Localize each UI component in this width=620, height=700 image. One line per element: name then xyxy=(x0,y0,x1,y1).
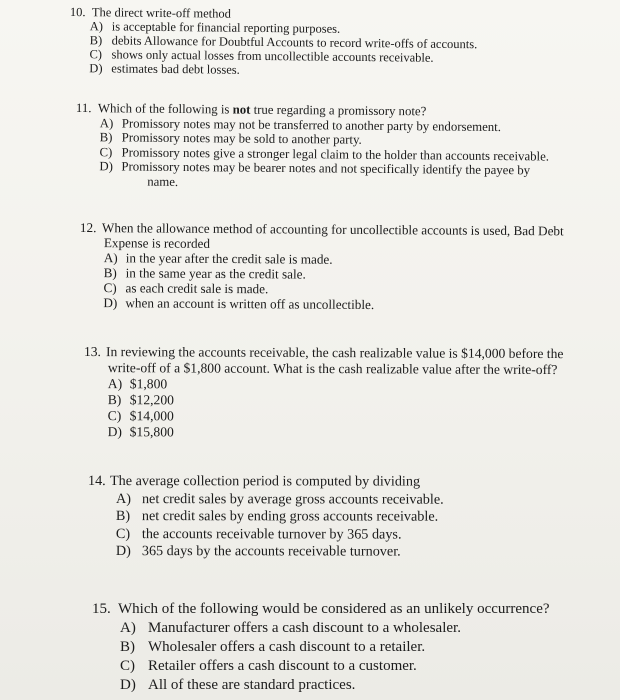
question-text-part: Which of the following is xyxy=(97,101,233,117)
option-letter: C) xyxy=(120,658,135,674)
option-text: $14,000 xyxy=(129,408,174,424)
question-stem xyxy=(88,474,444,492)
option-b xyxy=(120,640,550,659)
option-text: $1,800 xyxy=(129,376,168,392)
option-letter: D) xyxy=(99,159,113,174)
option-text: estimates bad debt losses. xyxy=(111,61,240,77)
option-text: when an account is written off as uncollectible. xyxy=(125,295,375,313)
option-letter: D) xyxy=(103,295,118,311)
option-text: debits Allowance for Doubtful Accounts to record write-offs of accounts. xyxy=(111,33,478,52)
option-text: All of these are standard practices. xyxy=(148,677,356,693)
option-a xyxy=(120,621,550,640)
option-c xyxy=(120,659,550,678)
question-14 xyxy=(88,474,444,562)
option-a xyxy=(108,377,564,395)
option-text: the accounts receivable turnover by 365 days. xyxy=(141,525,402,543)
question-text: The direct write-off method xyxy=(91,5,231,21)
answer-options xyxy=(92,621,550,697)
option-letter: B) xyxy=(115,508,131,525)
option-letter: A) xyxy=(103,250,118,266)
option-d xyxy=(120,678,550,697)
option-d xyxy=(108,425,564,443)
option-text: Promissory notes may be sold to another party. xyxy=(121,130,362,147)
option-c xyxy=(108,409,564,427)
question-number: 15. xyxy=(92,601,111,617)
option-a xyxy=(116,492,444,510)
option-letter: D) xyxy=(115,543,131,560)
answer-options xyxy=(75,116,549,193)
option-text: in the same year as the credit sale. xyxy=(125,265,306,282)
option-letter: B) xyxy=(99,130,113,145)
option-text: 365 days by the accounts receivable turnover. xyxy=(141,543,401,560)
question-12 xyxy=(79,221,563,314)
question-text: When the allowance method of accounting for uncollectible accounts is used, Bad Debt xyxy=(101,220,564,239)
question-number: 13. xyxy=(83,344,102,360)
answer-options xyxy=(84,377,564,443)
option-text: $15,800 xyxy=(129,424,174,440)
option-letter: B) xyxy=(103,265,117,281)
option-letter: A) xyxy=(89,19,104,34)
option-text: Manufacturer offers a cash discount to a wholesaler. xyxy=(148,620,461,636)
option-text: in the year after the credit sale is made. xyxy=(125,250,333,267)
option-text: $12,200 xyxy=(129,392,174,408)
answer-options xyxy=(69,20,477,80)
option-letter: C) xyxy=(103,280,117,296)
option-b xyxy=(116,509,444,527)
option-letter: D) xyxy=(120,677,136,693)
option-letter: B) xyxy=(107,392,122,408)
emphasis-not: not xyxy=(232,102,251,117)
option-letter: C) xyxy=(115,525,131,542)
question-text: Which of the following would be considered as an unlikely occurrence? xyxy=(118,601,550,617)
option-text: as each credit sale is made. xyxy=(125,280,269,297)
option-letter: B) xyxy=(89,33,103,48)
option-text: Wholesaler offers a cash discount to a retailer. xyxy=(148,639,426,655)
option-letter: C) xyxy=(99,144,113,159)
question-text: The average collection period is computed by dividing xyxy=(109,473,421,490)
option-text: net credit sales by ending gross accounts receivable. xyxy=(141,508,439,525)
option-d xyxy=(103,296,563,314)
question-text-part: true regarding a promissory note? xyxy=(250,102,427,119)
option-text: Promissory notes may be bearer notes and not specifically identify the payee by xyxy=(121,159,531,178)
option-letter: C) xyxy=(107,408,122,424)
option-text: shows only actual losses from uncollectible accounts receivable. xyxy=(111,47,434,65)
question-stem xyxy=(92,602,550,621)
option-c xyxy=(116,527,444,545)
option-letter: A) xyxy=(99,115,114,130)
question-text-continuation: write-off of a $1,800 account. What is the cash realizable value after the write-off? xyxy=(107,360,558,378)
option-text: net credit sales by average gross accounts receivable. xyxy=(141,490,444,508)
question-text-continuation: Expense is recorded xyxy=(103,235,211,251)
option-letter: A) xyxy=(115,490,131,507)
option-b xyxy=(108,393,564,411)
option-d xyxy=(116,544,444,562)
question-number: 11. xyxy=(75,101,92,116)
option-letter: A) xyxy=(107,376,123,392)
question-text: In reviewing the accounts receivable, the cash realizable value is $14,000 before the xyxy=(105,344,564,362)
question-13 xyxy=(84,345,564,443)
option-letter: A) xyxy=(120,620,136,636)
option-text: Retailer offers a cash discount to a customer. xyxy=(148,658,417,674)
option-text: Promissory notes give a stronger legal claim to the holder than accounts receivable. xyxy=(121,144,550,164)
option-letter: D) xyxy=(89,61,103,76)
option-letter: C) xyxy=(89,47,103,62)
option-letter: D) xyxy=(107,424,123,440)
option-letter: B) xyxy=(120,639,135,655)
question-15 xyxy=(92,602,550,697)
option-continuation: name. xyxy=(147,174,179,189)
question-10 xyxy=(69,6,477,80)
question-number: 10. xyxy=(69,5,86,20)
question-number: 14. xyxy=(87,473,106,490)
question-11 xyxy=(75,102,549,193)
option-text: Promissory notes may not be transferred to another party by endorsement. xyxy=(121,115,502,134)
answer-options xyxy=(79,251,563,314)
option-text: is acceptable for financial reporting purposes. xyxy=(111,19,341,36)
answer-options xyxy=(88,491,444,562)
question-number: 12. xyxy=(79,220,97,236)
